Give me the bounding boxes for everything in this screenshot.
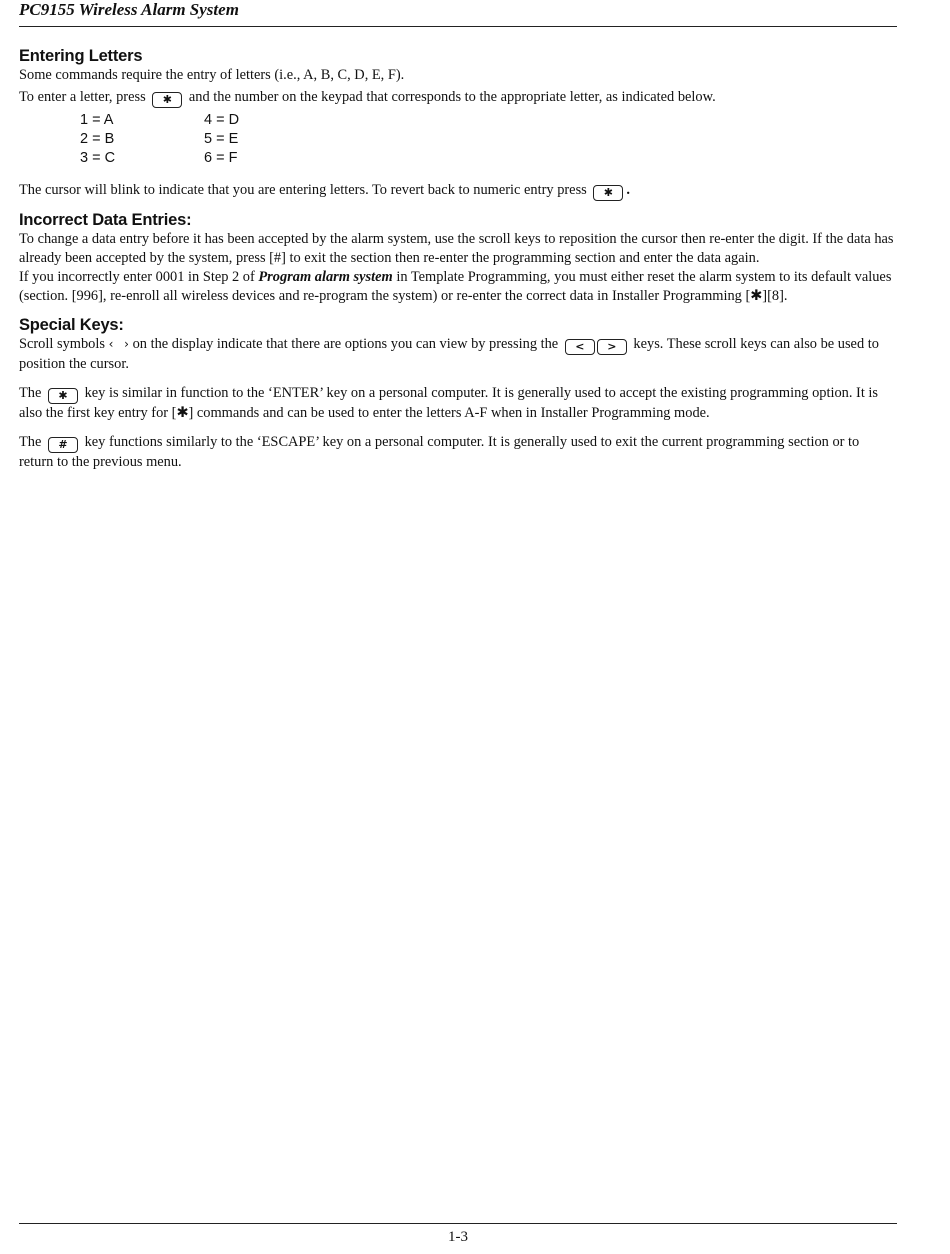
heading-incorrect-data: Incorrect Data Entries: (19, 211, 192, 229)
page-number: 1-3 (448, 1229, 468, 1245)
special-keys-star: The ✱ key is similar in function to the ‘ENTER’ key on a personal computer. It is generally used to accept the existing programming option. It is also the first key entry for [✱] commands and can be used to enter the letters A-F when in Installer Programming mode. (19, 385, 879, 421)
heading-entering-letters: Entering Letters (19, 47, 143, 65)
entering-letters-intro: Some commands require the entry of letters (i.e., A, B, C, D, E, F). (19, 67, 405, 83)
entering-letters-revert: The cursor will blink to indicate that you are entering letters. To revert back to numeric entry press ✱ . (19, 182, 630, 199)
mapping-2b: 2 = B (80, 131, 115, 147)
left-key-icon: < (565, 339, 595, 355)
mapping-5e: 5 = E (204, 131, 239, 147)
special-keys-hash: The # key functions similarly to the ‘ESCAPE’ key on a personal computer. It is generally used to exit the current programming section or to return to the previous menu. (19, 434, 860, 470)
heading-special-keys: Special Keys: (19, 316, 124, 334)
special-keys-scroll: Scroll symbols ‹ › on the display indicate that there are options you can view by pressing the < > keys. These scroll keys can also be used to position the cursor. (19, 336, 879, 372)
document-title: PC9155 Wireless Alarm System (19, 0, 239, 19)
page-content (19, 46, 897, 472)
incorrect-data-paragraph-2: If you incorrectly enter 0001 in Step 2 of Program alarm system in Template Programming, you must either reset the alarm system to its default values (section. [996], re-enroll all wireless devices and re-program the system) or re-enter the correct data in Installer Programming [✱][8]. (19, 269, 892, 304)
scroll-right-icon: › (124, 337, 129, 351)
star-key-icon: ✱ (152, 92, 182, 108)
mapping-6f: 6 = F (204, 150, 238, 166)
incorrect-data-paragraph-1: To change a data entry before it has been accepted by the alarm system, use the scroll keys to reposition the cursor then re-enter the digit. If the data has already been accepted by the system, press [#] to exit the section then re-enter the programming section and enter the data again. (19, 231, 894, 266)
letter-mapping-table (80, 111, 897, 168)
mapping-1a: 1 = A (80, 112, 114, 128)
star-key-icon: ✱ (593, 185, 623, 201)
hash-key-icon: # (48, 437, 78, 453)
mapping-4d: 4 = D (204, 112, 240, 128)
entering-letters-instruction: To enter a letter, press ✱ and the number on the keypad that corresponds to the appropriate letter, as indicated below. (19, 89, 716, 106)
mapping-3c: 3 = C (80, 150, 116, 166)
star-key-icon: ✱ (48, 388, 78, 404)
page-header (19, 0, 897, 27)
scroll-left-icon: ‹ (108, 337, 114, 351)
footer-rule (19, 1223, 897, 1224)
right-key-icon: > (597, 339, 627, 355)
